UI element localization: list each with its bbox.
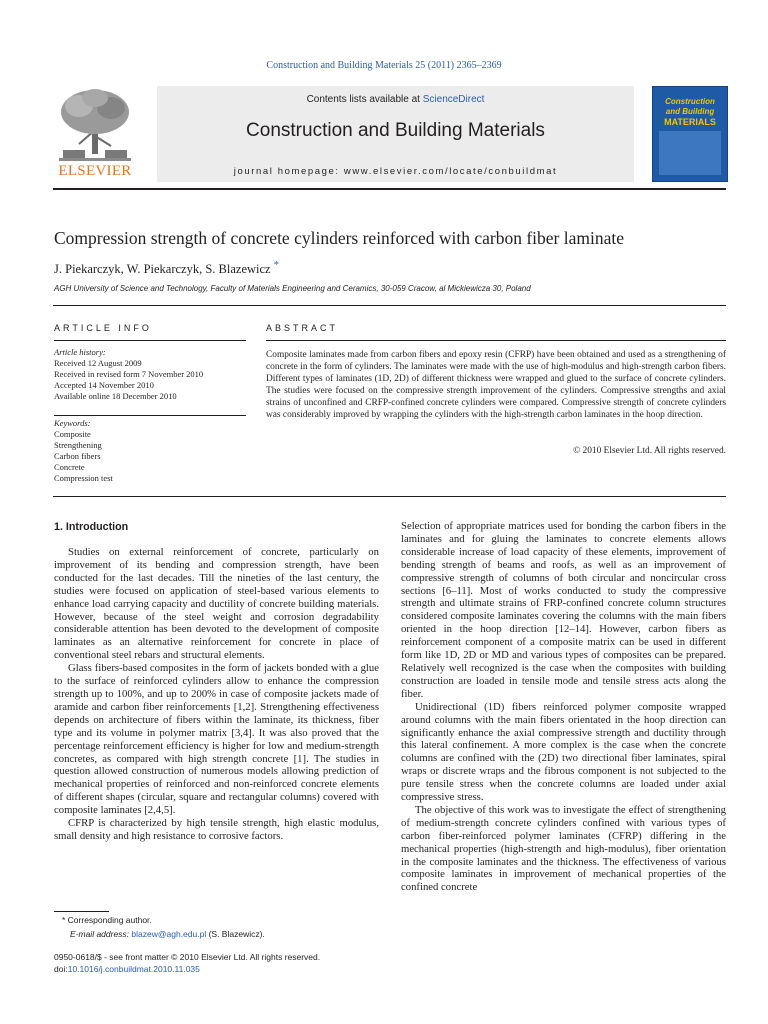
body-right-column: [401, 520, 726, 894]
issn-line: 0950-0618/$ - see front matter © 2010 Elsevier Ltd. All rights reserved.: [54, 952, 321, 962]
corresponding-author-note: * Corresponding author.: [62, 915, 152, 925]
history-label: Article history:: [54, 347, 106, 357]
abstract-copyright: © 2010 Elsevier Ltd. All rights reserved.: [573, 446, 726, 456]
abstract-text: Composite laminates made from carbon fibers and epoxy resin (CFRP) have been obtained and used as a strengthening of concrete in the form of cylinders. The laminates were made with the use of high-modulus and high-strength carbon fibers. Different types of laminates (1D, 2D) of different thickness were wrapped and glued to the surface of concrete cylinders. The studies were focused on the compressive strength improvement of the cylinders. Compressive strengths and axial strains of unconfined and CRFP-confined concrete cylinders were compared. Compressive strength of concrete cylinders was considerably improved by wrapping the cylinders with the high-strength carbon laminates in the hoop direction.: [266, 350, 726, 420]
section-heading-introduction: 1. Introduction: [54, 521, 129, 533]
authors-line: [54, 260, 279, 277]
keyword: Carbon fibers: [54, 451, 101, 461]
paragraph: Glass fibers-based composites in the form of jackets bonded with a glue to the surface of reinforced cylinders allow to enhance the compression strength up to 100%, and up to 200% in case of composite jackets made of aramide and carbon fiber reinforcements [1,2]. Strengthening effectiveness depends on architecture of fibers within the laminate, its thickness, fiber type and its volume in polymer matrix [3,4]. It was also proved that the percentage reinforcement efficiency is higher for low and medium-strength concretes, as compared with high strength concrete [1]. The studies in question allowed construction of numerous models allowing prediction of mechanical properties of reinforced and non-reinforced concrete elements of different shapes (circular, square and rectangular columns) covered with composite laminates [2,4,5].: [54, 662, 379, 817]
corresponding-author-mark[interactable]: *: [273, 260, 279, 271]
journal-cover-thumbnail[interactable]: [652, 86, 728, 182]
cover-title: [655, 97, 725, 127]
paragraph: Selection of appropriate matrices used for bonding the carbon fibers in the laminates and for gluing the laminates to concrete elements allows considerable increase of load capacity of these elements, improvement of bending strength of beams and roofs, as well as an improvement of compressive strength of columns of both circular and noncircular cross sections [6–11]. Most of works conducted to study the compressive strength and ultimate strains of FRP-confined concrete column structures considered composite laminates covering the columns with the main fibers oriented in the hoop direction [12–14]. However, carbon fibers as reinforcement component of a composite matrix can be used in different form like 1D, 2D or MD and various types of composites can be prepared. Relatively well recognized is the case when the composites with building construction are loaded in tensile mode and tensile stress acts along the fiber.: [401, 520, 726, 700]
title-rule: [53, 305, 726, 306]
keyword: Compression test: [54, 473, 113, 483]
doi-label: doi:: [54, 964, 68, 974]
keywords: [54, 418, 254, 484]
history-online: Available online 18 December 2010: [54, 391, 177, 401]
header-rule: [53, 188, 726, 190]
journal-title: Construction and Building Materials: [246, 120, 545, 141]
sciencedirect-link[interactable]: ScienceDirect: [422, 94, 485, 105]
email-link[interactable]: blazew@agh.edu.pl: [131, 929, 207, 939]
paragraph: Unidirectional (1D) fibers reinforced polymer composite wrapped around columns with the main fibers orientated in the hoop direction can significantly enhance the axial compressive strength and ductility through this lateral confinement. A more complex is the case when the concrete columns are confined with the (2D) two directional fiber laminates, spiral wraps or discrete wraps and the fibrous component is not subjected to the pure tensile stress when the concrete columns are loaded under axial compressive stress.: [401, 700, 726, 804]
paragraph: CFRP is characterized by high tensile strength, high elastic modulus, small density and high resistance to corrosive factors.: [54, 817, 379, 842]
history-revised: Received in revised form 7 November 2010: [54, 369, 204, 379]
running-head[interactable]: Construction and Building Materials 25 (2011) 2365–2369: [266, 60, 502, 71]
front-matter-rule: [53, 496, 726, 497]
abstract-heading: ABSTRACT: [266, 323, 339, 333]
history-received: Received 12 August 2009: [54, 358, 142, 368]
keyword: Concrete: [54, 462, 85, 472]
affiliation: AGH University of Science and Technology, Faculty of Materials Engineering and Ceramics, 30-059 Cracow, al Mickiewicza 30, Poland: [54, 284, 531, 293]
email-note: [70, 929, 265, 939]
cover-title-line-1: Construction: [665, 97, 715, 106]
email-suffix: (S. Blazewicz).: [206, 929, 265, 939]
doi-line: [54, 964, 200, 974]
cover-image: [659, 131, 721, 175]
email-label: E-mail address:: [70, 929, 132, 939]
keyword: Composite: [54, 429, 91, 439]
cover-title-line-3: MATERIALS: [664, 117, 716, 127]
contents-prefix: Contents lists available at: [306, 94, 423, 105]
keywords-label: Keywords:: [54, 418, 91, 428]
article-info-rule: [54, 340, 246, 341]
keywords-rule: [54, 415, 246, 416]
footnote-rule: [54, 911, 109, 912]
body-left-column: [54, 546, 379, 843]
article-history: [54, 347, 254, 402]
article-title: Compression strength of concrete cylinders reinforced with carbon fiber laminate: [54, 228, 625, 248]
paragraph: The objective of this work was to investigate the effect of strengthening of medium-strength concrete cylinders confined with various types of carbon fiber-reinforced polymer laminates (CFRP) differing in the mechanical properties (high-strength and high-modulus), fiber orientation in the composite laminates and the thickness. The effectiveness of various composite laminates in improvement of mechanical properties of the confined concrete: [401, 803, 726, 894]
paragraph: Studies on external reinforcement of concrete, particularly on improvement of its bending and compression strength, have been conducted for the last decades. Till the nineties of the last century, the studies were focused on application of steel-based various elements to enhance load carrying capacity and ductility of concrete building materials. However, because of the steel weight and corrosion degradability considerable attention has been devoted to the development of composite laminates as an alternative reinforcement for concrete in place of conventional steel rebars and structural elements.: [54, 546, 379, 662]
history-accepted: Accepted 14 November 2010: [54, 380, 154, 390]
cover-title-line-2: and Building: [665, 107, 715, 116]
contents-line: [157, 94, 634, 105]
doi-link[interactable]: 10.1016/j.conbuildmat.2010.11.035: [67, 964, 200, 974]
article-info-heading: ARTICLE INFO: [54, 323, 152, 333]
elsevier-wordmark: ELSEVIER: [58, 163, 132, 179]
journal-homepage[interactable]: journal homepage: www.elsevier.com/locate/conbuildmat: [233, 166, 558, 177]
authors: J. Piekarczyk, W. Piekarczyk, S. Blazewicz: [54, 262, 271, 277]
keyword: Strengthening: [54, 440, 102, 450]
abstract-rule: [266, 340, 726, 341]
